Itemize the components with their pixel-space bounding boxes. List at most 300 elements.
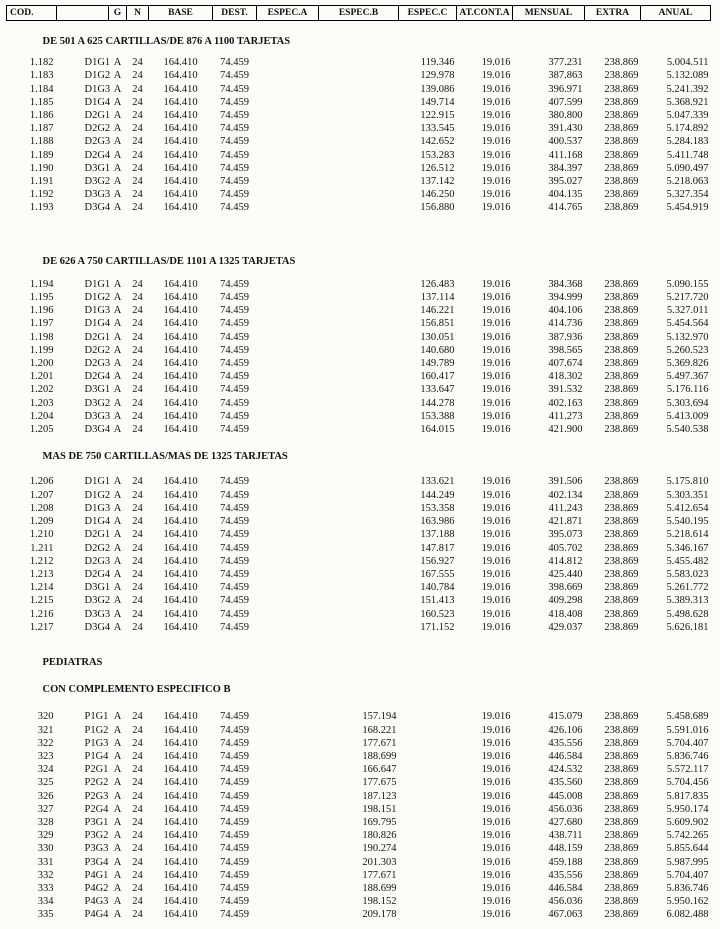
cell-base: 164.410 [163,176,198,188]
table-row [7,502,711,515]
cell-espec_b: 188.699 [362,882,397,894]
cell-g: A [113,292,122,304]
table-row [7,122,711,135]
cell-extra: 238.869 [604,305,639,317]
column-header-espec-b: ESPEC.B [319,6,399,21]
spacer-row [7,436,711,450]
cell-cod: 1.212 [29,555,54,567]
cell-g: A [113,70,122,82]
cell-anual: 5.458.689 [666,711,709,723]
cell-anual: 5.609.902 [666,816,709,828]
cell-dest: 74.459 [220,489,249,501]
cell-dest: 74.459 [220,621,249,633]
cell-extra: 238.869 [604,189,639,201]
cell-espec_b: 188.699 [362,750,397,762]
cell-base: 164.410 [163,318,198,330]
cell-dest: 74.459 [220,318,249,330]
cell-g: A [113,476,122,488]
cell-extra: 238.869 [604,803,639,815]
cell-atcont_a: 19.016 [481,555,511,567]
cell-espec_b [319,423,399,436]
cell-g: A [113,410,122,422]
spacer-cell [7,696,711,710]
cell-espec_c: 142.652 [420,136,455,148]
cell-cod: 324 [37,764,54,776]
cell-espec_a [257,304,319,317]
spacer-row [7,634,711,656]
cell-dest: 74.459 [220,424,249,436]
cell-g: A [113,582,122,594]
table-row [7,803,711,816]
cell-base: 164.410 [163,582,198,594]
cell-code: D2G4 [84,568,111,580]
cell-mensual: 415.079 [548,711,583,723]
cell-atcont_a: 19.016 [481,110,511,122]
cell-n: 24 [132,83,143,95]
cell-espec_b [319,555,399,568]
cell-espec_a [257,908,319,921]
cell-extra: 238.869 [604,750,639,762]
cell-espec_c: 140.784 [420,582,455,594]
cell-g: A [113,502,122,514]
cell-g: A [113,816,122,828]
cell-mensual: 380.800 [548,110,583,122]
cell-n: 24 [132,57,143,69]
cell-base: 164.410 [163,305,198,317]
cell-cod: 1.182 [29,57,54,69]
cell-cod: 1.208 [29,502,54,514]
table-body [7,21,711,922]
cell-n: 24 [132,344,143,356]
cell-espec_a [257,370,319,383]
cell-espec_b: 187.123 [362,790,397,802]
cell-espec_a [257,581,319,594]
table-row [7,542,711,555]
cell-n: 24 [132,476,143,488]
cell-atcont_a: 19.016 [481,608,511,620]
cell-dest: 74.459 [220,476,249,488]
cell-base: 164.410 [163,278,198,290]
table-row [7,515,711,528]
cell-g: A [113,542,122,554]
cell-espec_a [257,201,319,214]
cell-cod: 1.195 [29,292,54,304]
cell-atcont_a: 19.016 [481,568,511,580]
cell-espec_a [257,331,319,344]
spacer-row [7,268,711,278]
cell-g: A [113,57,122,69]
cell-anual: 5.217.720 [666,292,709,304]
cell-anual: 5.950.162 [666,896,709,908]
cell-anual: 5.090.155 [666,278,709,290]
cell-base: 164.410 [163,777,198,789]
cell-anual: 5.241.392 [666,83,709,95]
cell-espec_a [257,397,319,410]
cell-mensual: 391.430 [548,123,583,135]
cell-base: 164.410 [163,189,198,201]
cell-code: P3G1 [84,816,109,828]
cell-atcont_a: 19.016 [481,724,511,736]
cell-atcont_a: 19.016 [481,882,511,894]
table-row [7,829,711,842]
cell-atcont_a: 19.016 [481,292,511,304]
section-title: PEDIATRAS [42,656,103,668]
cell-espec_a [257,842,319,855]
cell-code: P1G1 [84,711,109,723]
cell-code: D3G2 [84,595,111,607]
cell-g: A [113,843,122,855]
table-row [7,397,711,410]
cell-espec_b [319,96,399,109]
table-row [7,882,711,895]
cell-espec_a [257,737,319,750]
cell-n: 24 [132,816,143,828]
cell-dest: 74.459 [220,123,249,135]
section-title-row [7,35,711,48]
cell-cod: 329 [37,830,54,842]
cell-espec_c: 153.388 [420,410,455,422]
cell-mensual: 448.159 [548,843,583,855]
cell-cod: 1.210 [29,529,54,541]
cell-code: D2G1 [84,331,111,343]
cell-espec_c: 130.051 [420,331,455,343]
table-row [7,201,711,214]
cell-dest: 74.459 [220,397,249,409]
cell-cod: 1.192 [29,189,54,201]
cell-dest: 74.459 [220,869,249,881]
cell-espec_c: 129.978 [420,70,455,82]
cell-mensual: 407.599 [548,96,583,108]
cell-base: 164.410 [163,542,198,554]
cell-dest: 74.459 [220,358,249,370]
cell-espec_b: 157.194 [362,711,397,723]
cell-cod: 331 [37,856,54,868]
cell-espec_a [257,608,319,621]
cell-atcont_a: 19.016 [481,750,511,762]
cell-code: D3G1 [84,582,111,594]
cell-anual: 5.742.265 [666,830,709,842]
cell-code: D2G2 [84,344,111,356]
cell-n: 24 [132,371,143,383]
cell-cod: 1.214 [29,582,54,594]
spacer-cell [7,21,711,36]
cell-espec_b [319,475,399,488]
cell-g: A [113,608,122,620]
cell-cod: 320 [37,711,54,723]
cell-g: A [113,724,122,736]
table-row [7,869,711,882]
cell-espec_c: 149.714 [420,96,455,108]
cell-dest: 74.459 [220,189,249,201]
cell-base: 164.410 [163,292,198,304]
cell-atcont_a: 19.016 [481,318,511,330]
cell-dest: 74.459 [220,502,249,514]
cell-cod: 333 [37,882,54,894]
cell-base: 164.410 [163,882,198,894]
cell-atcont_a: 19.016 [481,397,511,409]
table-row [7,162,711,175]
cell-espec_a [257,816,319,829]
cell-anual: 5.455.482 [666,555,709,567]
cell-extra: 238.869 [604,830,639,842]
cell-dest: 74.459 [220,816,249,828]
cell-espec_b: 177.671 [362,737,397,749]
cell-mensual: 411.168 [548,149,583,161]
cell-extra: 238.869 [604,489,639,501]
cell-atcont_a: 19.016 [481,790,511,802]
table-row [7,344,711,357]
cell-g: A [113,529,122,541]
spacer-row [7,696,711,710]
section-title: MAS DE 750 CARTILLAS/MAS DE 1325 TARJETAS [42,451,288,463]
cell-espec_a [257,489,319,502]
cell-espec_a [257,122,319,135]
cell-anual: 5.704.456 [666,777,709,789]
cell-mensual: 404.106 [548,305,583,317]
cell-n: 24 [132,882,143,894]
cell-code: D2G3 [84,358,111,370]
table-row [7,278,711,291]
cell-espec_b [319,357,399,370]
cell-espec_b [319,175,399,188]
cell-dest: 74.459 [220,516,249,528]
cell-atcont_a: 19.016 [481,542,511,554]
cell-extra: 238.869 [604,724,639,736]
cell-base: 164.410 [163,384,198,396]
cell-espec_c [399,750,457,763]
cell-anual: 5.497.367 [666,371,709,383]
cell-code: D2G3 [84,136,111,148]
cell-base: 164.410 [163,764,198,776]
cell-g: A [113,790,122,802]
cell-n: 24 [132,397,143,409]
table-row [7,555,711,568]
cell-atcont_a: 19.016 [481,843,511,855]
cell-g: A [113,149,122,161]
cell-cod: 1.206 [29,476,54,488]
cell-extra: 238.869 [604,608,639,620]
cell-mensual: 391.532 [548,384,583,396]
cell-anual: 5.369.826 [666,358,709,370]
column-header-g: G [109,6,127,21]
table-row [7,763,711,776]
cell-base: 164.410 [163,410,198,422]
cell-n: 24 [132,149,143,161]
cell-extra: 238.869 [604,83,639,95]
cell-espec_b [319,109,399,122]
cell-extra: 238.869 [604,816,639,828]
cell-espec_a [257,515,319,528]
cell-code: D3G4 [84,202,111,214]
spacer-cell [7,436,711,450]
cell-atcont_a: 19.016 [481,737,511,749]
table-row [7,423,711,436]
cell-cod: 327 [37,803,54,815]
cell-espec_c: 160.417 [420,371,455,383]
cell-espec_b: 177.675 [362,777,397,789]
cell-n: 24 [132,331,143,343]
cell-n: 24 [132,278,143,290]
cell-dest: 74.459 [220,777,249,789]
cell-base: 164.410 [163,869,198,881]
cell-dest: 74.459 [220,909,249,921]
cell-anual: 5.284.183 [666,136,709,148]
cell-n: 24 [132,856,143,868]
cell-espec_c: 137.114 [420,292,455,304]
cell-anual: 5.626.181 [666,621,709,633]
cell-espec_c: 167.555 [420,568,455,580]
cell-espec_b [319,162,399,175]
cell-espec_b [319,135,399,148]
cell-anual: 5.591.016 [666,724,709,736]
cell-g: A [113,621,122,633]
cell-mensual: 421.900 [548,424,583,436]
cell-espec_a [257,56,319,69]
cell-code: D1G4 [84,318,111,330]
cell-code: D1G1 [84,476,111,488]
cell-anual: 5.987.995 [666,856,709,868]
cell-atcont_a: 19.016 [481,149,511,161]
cell-espec_a [257,410,319,423]
column-header-dest: DEST. [213,6,257,21]
cell-cod: 1.184 [29,83,54,95]
table-row [7,56,711,69]
cell-espec_c: 137.188 [420,529,455,541]
cell-base: 164.410 [163,909,198,921]
cell-atcont_a: 19.016 [481,595,511,607]
cell-extra: 238.869 [604,882,639,894]
cell-atcont_a: 19.016 [481,529,511,541]
cell-cod: 326 [37,790,54,802]
cell-base: 164.410 [163,621,198,633]
cell-n: 24 [132,777,143,789]
cell-dest: 74.459 [220,371,249,383]
cell-extra: 238.869 [604,70,639,82]
cell-g: A [113,595,122,607]
cell-anual: 5.950.174 [666,803,709,815]
cell-cod: 1.213 [29,568,54,580]
cell-espec_b [319,581,399,594]
cell-code: D3G3 [84,410,111,422]
cell-dest: 74.459 [220,278,249,290]
cell-n: 24 [132,489,143,501]
cell-espec_b [319,383,399,396]
cell-atcont_a: 19.016 [481,384,511,396]
cell-cod: 328 [37,816,54,828]
cell-g: A [113,424,122,436]
cell-espec_a [257,502,319,515]
cell-atcont_a: 19.016 [481,305,511,317]
cell-espec_a [257,175,319,188]
cell-espec_c [399,763,457,776]
cell-g: A [113,384,122,396]
cell-mensual: 446.584 [548,882,583,894]
cell-anual: 5.411.748 [666,149,709,161]
cell-cod: 1.190 [29,162,54,174]
cell-cod: 1.196 [29,305,54,317]
cell-espec_b: 169.795 [362,816,397,828]
cell-espec_b [319,188,399,201]
spacer-row [7,215,711,255]
cell-extra: 238.869 [604,582,639,594]
cell-extra: 238.869 [604,896,639,908]
cell-code: D2G1 [84,529,111,541]
cell-cod: 330 [37,843,54,855]
column-header-n: N [127,6,149,21]
cell-mensual: 435.556 [548,869,583,881]
cell-atcont_a: 19.016 [481,358,511,370]
cell-espec_b [319,56,399,69]
table-row [7,188,711,201]
cell-n: 24 [132,909,143,921]
table-header [7,6,711,21]
cell-base: 164.410 [163,57,198,69]
column-header-anual: ANUAL [641,6,711,21]
cell-g: A [113,764,122,776]
table-row [7,790,711,803]
cell-atcont_a: 19.016 [481,830,511,842]
cell-espec_b [319,608,399,621]
cell-extra: 238.869 [604,318,639,330]
cell-cod: 1.209 [29,516,54,528]
cell-extra: 238.869 [604,595,639,607]
cell-code: D2G4 [84,149,111,161]
cell-dest: 74.459 [220,176,249,188]
cell-base: 164.410 [163,724,198,736]
cell-mensual: 426.106 [548,724,583,736]
cell-code: D3G2 [84,176,111,188]
table-row [7,908,711,921]
table-row [7,842,711,855]
table-row [7,621,711,634]
cell-espec_b: 201.303 [362,856,397,868]
cell-g: A [113,882,122,894]
cell-cod: 1.187 [29,123,54,135]
cell-mensual: 418.408 [548,608,583,620]
cell-espec_a [257,803,319,816]
cell-base: 164.410 [163,568,198,580]
cell-mensual: 395.027 [548,176,583,188]
cell-extra: 238.869 [604,568,639,580]
column-header-espec-a: ESPEC.A [257,6,319,21]
table-row [7,724,711,737]
cell-anual: 5.498.628 [666,608,709,620]
cell-base: 164.410 [163,843,198,855]
cell-anual: 5.176.116 [666,384,709,396]
table-row [7,317,711,330]
cell-atcont_a: 19.016 [481,803,511,815]
cell-atcont_a: 19.016 [481,344,511,356]
cell-base: 164.410 [163,896,198,908]
cell-dest: 74.459 [220,711,249,723]
cell-mensual: 395.073 [548,529,583,541]
cell-code: P1G3 [84,737,109,749]
cell-mensual: 405.702 [548,542,583,554]
cell-anual: 5.303.694 [666,397,709,409]
cell-dest: 74.459 [220,724,249,736]
cell-espec_b: 180.826 [362,830,397,842]
cell-espec_c [399,790,457,803]
cell-atcont_a: 19.016 [481,816,511,828]
cell-anual: 5.004.511 [666,57,709,69]
cell-espec_b [319,344,399,357]
cell-mensual: 446.584 [548,750,583,762]
cell-anual: 5.855.644 [666,843,709,855]
cell-anual: 5.704.407 [666,869,709,881]
cell-cod: 1.191 [29,176,54,188]
cell-base: 164.410 [163,489,198,501]
cell-atcont_a: 19.016 [481,176,511,188]
